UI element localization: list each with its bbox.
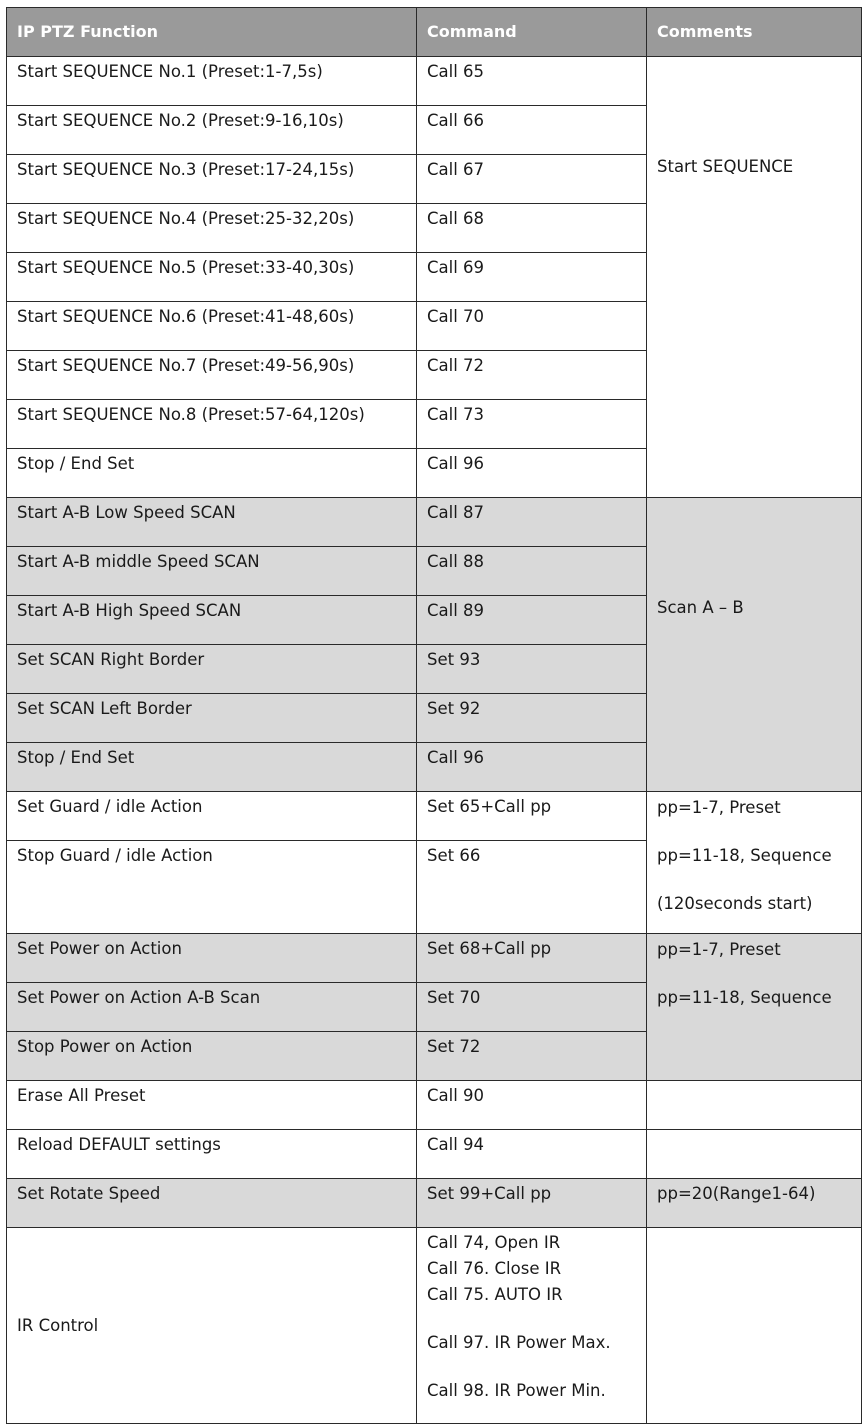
command-cell: Call 70 <box>417 302 647 351</box>
ir-command-line: Call 98. IR Power Min. <box>427 1381 606 1400</box>
ir-command-line: Call 76. Close IR <box>427 1259 562 1278</box>
comment-cell-power <box>647 934 862 1081</box>
comment-line: pp=1-7, Preset <box>657 940 781 959</box>
function-cell: Reload DEFAULT settings <box>7 1130 417 1179</box>
function-cell: IR Control <box>7 1228 417 1424</box>
command-cell: Set 66 <box>417 841 647 934</box>
comment-text: Scan A – B <box>657 598 744 617</box>
command-cell: Call 96 <box>417 449 647 498</box>
command-cell: Call 96 <box>417 743 647 792</box>
function-cell: Erase All Preset <box>7 1081 417 1130</box>
command-cell: Set 92 <box>417 694 647 743</box>
table-row <box>7 498 862 547</box>
function-cell: Set SCAN Left Border <box>7 694 417 743</box>
comment-line: (120seconds start) <box>657 894 813 913</box>
function-cell: Stop / End Set <box>7 743 417 792</box>
command-cell: Call 72 <box>417 351 647 400</box>
command-cell: Set 93 <box>417 645 647 694</box>
header-function: IP PTZ Function <box>7 8 417 57</box>
ir-command-line: Call 75. AUTO IR <box>427 1285 563 1304</box>
command-cell: Set 72 <box>417 1032 647 1081</box>
command-cell: Call 87 <box>417 498 647 547</box>
command-cell: Call 67 <box>417 155 647 204</box>
ir-command-line: Call 74, Open IR <box>427 1233 561 1252</box>
function-cell: Start SEQUENCE No.8 (Preset:57-64,120s) <box>7 400 417 449</box>
function-cell: Stop Power on Action <box>7 1032 417 1081</box>
comment-line: pp=11-18, Sequence <box>657 988 832 1007</box>
comment-cell <box>647 1228 862 1424</box>
comment-cell <box>647 1081 862 1130</box>
table-row <box>7 934 862 983</box>
command-cell: Call 69 <box>417 253 647 302</box>
command-cell: Call 65 <box>417 57 647 106</box>
comment-cell-guard <box>647 792 862 934</box>
table-row <box>7 1081 862 1130</box>
header-command: Command <box>417 8 647 57</box>
function-cell: Start A-B High Speed SCAN <box>7 596 417 645</box>
ir-command-line: Call 97. IR Power Max. <box>427 1333 611 1352</box>
function-cell: Set SCAN Right Border <box>7 645 417 694</box>
comment-text: Start SEQUENCE <box>657 157 794 176</box>
function-cell: Set Power on Action A-B Scan <box>7 983 417 1032</box>
command-cell: Call 94 <box>417 1130 647 1179</box>
function-cell: Start SEQUENCE No.2 (Preset:9-16,10s) <box>7 106 417 155</box>
comment-line: pp=1-7, Preset <box>657 798 781 817</box>
command-cell: Call 73 <box>417 400 647 449</box>
ptz-command-table <box>6 7 862 1424</box>
command-cell: Call 68 <box>417 204 647 253</box>
table-row <box>7 1179 862 1228</box>
comment-cell: pp=20(Range1-64) <box>647 1179 862 1228</box>
command-cell-ir <box>417 1228 647 1424</box>
command-cell: Set 99+Call pp <box>417 1179 647 1228</box>
comment-cell <box>647 1130 862 1179</box>
comment-cell-sequence <box>647 57 862 498</box>
function-cell: Start A-B Low Speed SCAN <box>7 498 417 547</box>
header-row <box>7 8 862 57</box>
comment-cell-scan <box>647 498 862 792</box>
command-cell: Call 66 <box>417 106 647 155</box>
table-row <box>7 1130 862 1179</box>
function-cell: Start SEQUENCE No.3 (Preset:17-24,15s) <box>7 155 417 204</box>
function-cell: Stop / End Set <box>7 449 417 498</box>
command-cell: Call 90 <box>417 1081 647 1130</box>
table-row <box>7 57 862 106</box>
header-comments: Comments <box>647 8 862 57</box>
command-cell: Call 88 <box>417 547 647 596</box>
function-cell: Start A-B middle Speed SCAN <box>7 547 417 596</box>
function-cell: Start SEQUENCE No.5 (Preset:33-40,30s) <box>7 253 417 302</box>
function-cell: Start SEQUENCE No.6 (Preset:41-48,60s) <box>7 302 417 351</box>
table-row <box>7 1228 862 1424</box>
function-cell: Start SEQUENCE No.4 (Preset:25-32,20s) <box>7 204 417 253</box>
command-cell: Set 70 <box>417 983 647 1032</box>
command-cell: Call 89 <box>417 596 647 645</box>
command-cell: Set 65+Call pp <box>417 792 647 841</box>
function-cell: Set Guard / idle Action <box>7 792 417 841</box>
function-cell: Stop Guard / idle Action <box>7 841 417 934</box>
function-cell: Start SEQUENCE No.1 (Preset:1-7,5s) <box>7 57 417 106</box>
function-cell: Set Rotate Speed <box>7 1179 417 1228</box>
command-cell: Set 68+Call pp <box>417 934 647 983</box>
table-row <box>7 792 862 841</box>
function-cell: Set Power on Action <box>7 934 417 983</box>
comment-line: pp=11-18, Sequence <box>657 846 832 865</box>
function-cell: Start SEQUENCE No.7 (Preset:49-56,90s) <box>7 351 417 400</box>
